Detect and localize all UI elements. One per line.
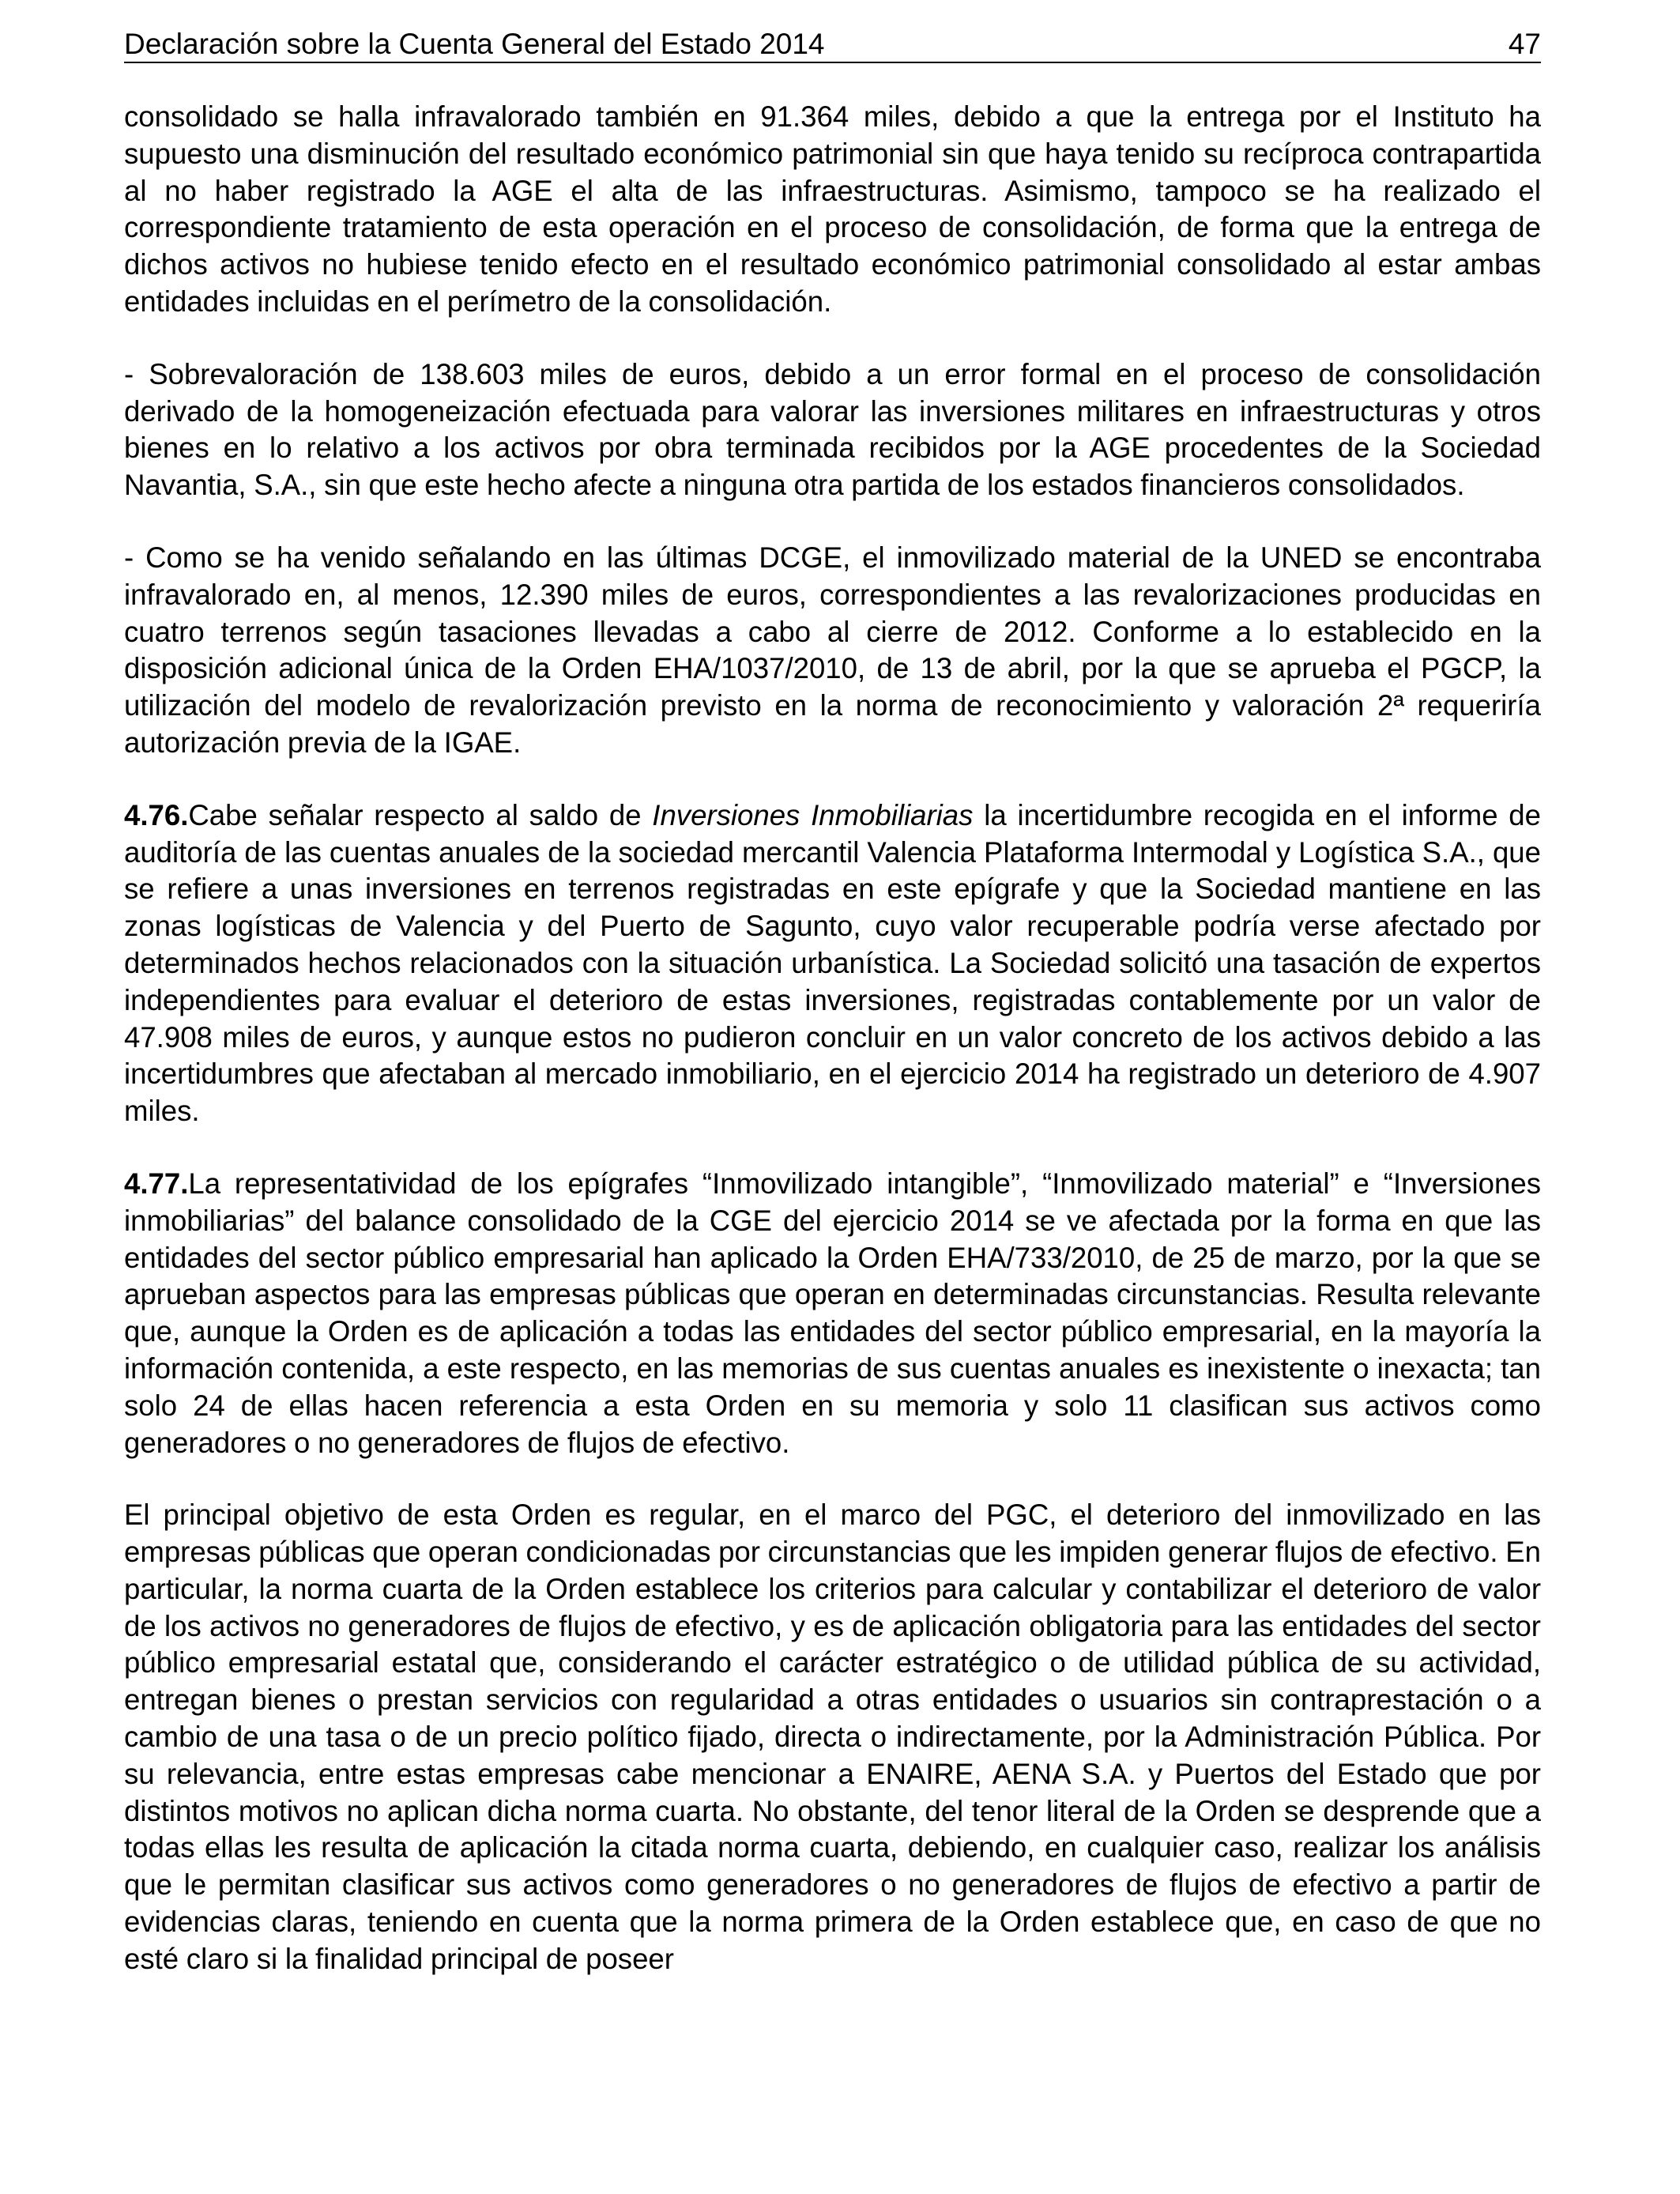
page-header bbox=[124, 24, 1541, 63]
paragraph-text: La representatividad de los epígrafes “Inmovilizado intangible”, “Inmovilizado material” e “Inversiones inmobiliarias” del balance consolidado de la CGE del ejercicio 2014 se ve afectada por la forma en que las entidades del sector público empresarial han aplicado la Orden EHA/733/2010, de 25 de marzo, por la que se aprueban aspectos para las empresas públicas que operan en determinadas circunstancias. Resulta relevante que, aunque la Orden es de aplicación a todas las entidades del sector público empresarial, en la mayoría la información contenida, a este respecto, en las memorias de sus cuentas anuales es inexistente o inexacta; tan solo 24 de ellas hacen referencia a esta Orden en su memoria y solo 11 clasifican sus activos como generadores o no generadores de flujos de efectivo. bbox=[124, 1167, 1541, 1459]
header-title: Declaración sobre la Cuenta General del Estado 2014 bbox=[124, 28, 825, 60]
page-number: 47 bbox=[1508, 28, 1541, 60]
paragraph-4-76 bbox=[124, 797, 1541, 1130]
paragraph-text-pre: Cabe señalar respecto al saldo de bbox=[188, 798, 653, 831]
paragraph-consolidado bbox=[124, 99, 1541, 321]
paragraph-objetivo-orden bbox=[124, 1497, 1541, 1977]
paragraph-text: consolidado se halla infravalorado también en 91.364 miles, debido a que la entrega por el Instituto ha supuesto una disminución del resultado económico patrimonial sin que haya tenido su recíproca contrapartida al no haber registrado la AGE el alta de las infraestructuras. Asimismo, tampoco se ha realizado el correspondiente tratamiento de esta operación en el proceso de consolidación, de forma que la entrega de dichos activos no hubiese tenido efecto en el resultado económico patrimonial consolidado al estar ambas entidades incluidas en el perímetro de la consolidación. bbox=[124, 100, 1541, 318]
paragraph-text: - Sobrevaloración de 138.603 miles de euros, debido a un error formal en el proceso de consolidación derivado de la homogeneización efectuada para valorar las inversiones militares en infraestructuras y otros bienes en lo relativo a los activos por obra terminada recibidos por la AGE procedentes de la Sociedad Navantia, S.A., sin que este hecho afecte a ninguna otra partida de los estados financieros consolidados. bbox=[124, 357, 1541, 502]
paragraph-sobrevaloracion bbox=[124, 356, 1541, 504]
document-body bbox=[124, 99, 1541, 2014]
paragraph-number: 4.77. bbox=[124, 1167, 189, 1200]
paragraph-uned bbox=[124, 540, 1541, 762]
paragraph-text: El principal objetivo de esta Orden es regular, en el marco del PGC, el deterioro del inmovilizado en las empresas públicas que operan condicionadas por circunstancias que les impiden generar flujos de efectivo. En particular, la norma cuarta de la Orden establece los criterios para calcular y contabilizar el deterioro de valor de los activos no generadores de flujos de efectivo, y es de aplicación obligatoria para las entidades del sector público empresarial estatal que, considerando el carácter estratégico o de utilidad pública de su actividad, entregan bienes o prestan servicios con regularidad a otras entidades o usuarios sin contraprestación o a cambio de una tasa o de un precio político fijado, directa o indirectamente, por la Administración Pública. Por su relevancia, entre estas empresas cabe mencionar a ENAIRE, AENA S.A. y Puertos del Estado que por distintos motivos no aplican dicha norma cuarta. No obstante, del tenor literal de la Orden se desprende que a todas ellas les resulta de aplicación la citada norma cuarta, debiendo, en cualquier caso, realizar los análisis que le permitan clasificar sus activos como generadores o no generadores de flujos de efectivo a partir de evidencias claras, teniendo en cuenta que la norma primera de la Orden establece que, en caso de que no esté claro si la finalidad principal de poseer bbox=[124, 1498, 1541, 1975]
paragraph-4-77 bbox=[124, 1166, 1541, 1461]
paragraph-text: - Como se ha venido señalando en las últimas DCGE, el inmovilizado material de la UNED se encontraba infravalorado en, al menos, 12.390 miles de euros, correspondientes a las revalorizaciones producidas en cuatro terrenos según tasaciones llevadas a cabo al cierre de 2012. Conforme a lo establecido en la disposición adicional única de la Orden EHA/1037/2010, de 13 de abril, por la que se aprueba el PGCP, la utilización del modelo de revalorización previsto en la norma de reconocimiento y valoración 2ª requeriría autorización previa de la IGAE. bbox=[124, 541, 1541, 759]
paragraph-text-post: la incertidumbre recogida en el informe de auditoría de las cuentas anuales de la sociedad mercantil Valencia Plataforma Intermodal y Logística S.A., que se refiere a unas inversiones en terrenos registradas en este epígrafe y que la Sociedad mantiene en las zonas logísticas de Valencia y del Puerto de Sagunto, cuyo valor recuperable podría verse afectado por determinados hechos relacionados con la situación urbanística. La Sociedad solicitó una tasación de expertos independientes para evaluar el deterioro de estas inversiones, registradas contablemente por un valor de 47.908 miles de euros, y aunque estos no pudieron concluir en un valor concreto de los activos debido a las incertidumbres que afectaban al mercado inmobiliario, en el ejercicio 2014 ha registrado un deterioro de 4.907 miles. bbox=[124, 798, 1541, 1128]
paragraph-number: 4.76. bbox=[124, 798, 189, 831]
paragraph-italic-term: Inversiones Inmobiliarias bbox=[652, 798, 974, 831]
